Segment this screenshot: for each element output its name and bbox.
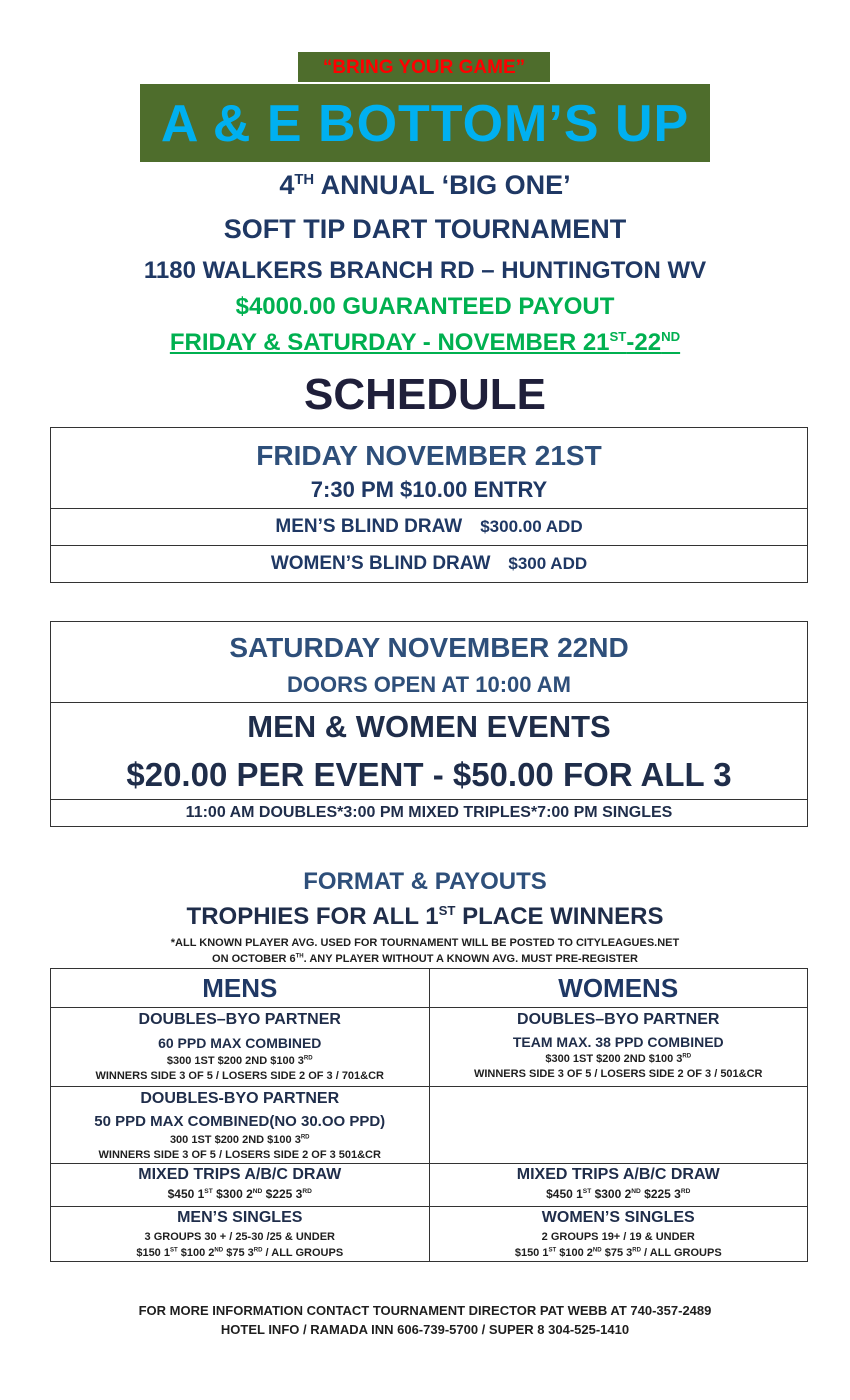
event-title-banner: A & E BOTTOM’S UP bbox=[140, 84, 710, 162]
mens-singles-s3: RD bbox=[253, 1247, 263, 1254]
annual-text: ANNUAL ‘BIG ONE’ bbox=[314, 170, 571, 200]
mens-singles-s2: ND bbox=[214, 1247, 224, 1254]
note-sup: TH bbox=[295, 953, 304, 960]
womens-doubles-1-prize-text: $300 1ST $200 2ND $100 3 bbox=[545, 1053, 683, 1065]
womens-singles-title: WOMEN’S SINGLES bbox=[541, 1209, 695, 1226]
womens-blind-draw-label: WOMEN’S BLIND DRAW bbox=[270, 553, 491, 574]
mens-doubles-1-prize-sup: RD bbox=[303, 1055, 313, 1062]
womens-trips-prize bbox=[430, 1186, 808, 1203]
friday-header-cell bbox=[51, 428, 808, 509]
mens-doubles-2-prize bbox=[51, 1133, 429, 1148]
mens-trips-cell bbox=[51, 1164, 430, 1207]
mens-trips-p2: $300 2 bbox=[212, 1187, 253, 1201]
mens-doubles-2-sub: 50 PPD MAX COMBINED(NO 30.OO PPD) bbox=[94, 1113, 386, 1130]
mens-blind-draw-add: $300.00 ADD bbox=[480, 517, 583, 536]
note-text-b: . ANY PLAYER WITHOUT A KNOWN AVG. MUST PRE-REGISTER bbox=[303, 953, 638, 965]
womens-singles-cell bbox=[429, 1207, 808, 1262]
womens-singles-p2: $100 2 bbox=[556, 1247, 593, 1259]
womens-column-header: WOMENS bbox=[429, 969, 808, 1008]
mens-trips-s3: RD bbox=[302, 1188, 312, 1195]
mens-singles-title: MEN’S SINGLES bbox=[177, 1209, 303, 1226]
schedule-heading: SCHEDULE bbox=[303, 370, 547, 419]
womens-trips-p1: $450 1 bbox=[546, 1187, 583, 1201]
payouts-table bbox=[50, 968, 808, 1262]
friday-entry: 7:30 PM $10.00 ENTRY bbox=[310, 477, 548, 502]
womens-doubles-1-prize bbox=[430, 1052, 808, 1067]
mens-blind-draw-label: MEN’S BLIND DRAW bbox=[275, 516, 463, 537]
format-heading: FORMAT & PAYOUTS bbox=[303, 868, 547, 895]
saturday-title: SATURDAY NOVEMBER 22ND bbox=[229, 632, 629, 663]
mens-singles-p4: / ALL GROUPS bbox=[262, 1247, 344, 1259]
womens-blind-draw-add: $300 ADD bbox=[508, 554, 588, 573]
mens-doubles-1-cell bbox=[51, 1008, 430, 1087]
trophies-text-b: PLACE WINNERS bbox=[455, 903, 664, 930]
womens-singles-s1: ST bbox=[548, 1247, 557, 1254]
womens-trips-s1: ST bbox=[582, 1188, 592, 1195]
womens-doubles-1-title: DOUBLES–BYO PARTNER bbox=[517, 1011, 720, 1028]
mens-singles-p2: $100 2 bbox=[177, 1247, 215, 1259]
saturday-header-cell bbox=[51, 622, 808, 703]
mens-trips-prize bbox=[51, 1186, 429, 1203]
mens-singles-s1: ST bbox=[169, 1247, 178, 1254]
men-women-events: MEN & WOMEN EVENTS bbox=[247, 709, 611, 744]
womens-trips-p2: $300 2 bbox=[591, 1187, 632, 1201]
avg-note-line-1: *ALL KNOWN PLAYER AVG. USED FOR TOURNAMENT WILL BE POSTED TO CITYLEAGUES.NET bbox=[170, 937, 680, 949]
mens-column-header: MENS bbox=[51, 969, 430, 1008]
venue-address: 1180 WALKERS BRANCH RD – HUNTINGTON WV bbox=[143, 257, 707, 284]
dates-text-b: -22 bbox=[626, 329, 662, 356]
annual-line bbox=[0, 170, 850, 201]
mens-singles-p3: $75 3 bbox=[223, 1247, 254, 1259]
mens-singles-prize bbox=[51, 1245, 429, 1261]
womens-trips-title: MIXED TRIPS A/B/C DRAW bbox=[516, 1166, 720, 1183]
mens-trips-s1: ST bbox=[204, 1188, 213, 1195]
trophies-text-a: TROPHIES FOR ALL 1 bbox=[186, 903, 439, 930]
event-times: 11:00 AM DOUBLES*3:00 PM MIXED TRIPLES*7:00 PM SINGLES bbox=[51, 800, 808, 827]
mens-doubles-2-cell bbox=[51, 1087, 430, 1164]
mens-trips-title: MIXED TRIPS A/B/C DRAW bbox=[138, 1166, 342, 1183]
womens-trips-s3: RD bbox=[680, 1188, 691, 1195]
mens-singles-p1: $150 1 bbox=[136, 1247, 170, 1259]
mens-doubles-1-title: DOUBLES–BYO PARTNER bbox=[138, 1011, 341, 1028]
mens-doubles-2-rules: WINNERS SIDE 3 OF 5 / LOSERS SIDE 2 OF 3 501&CR bbox=[98, 1149, 381, 1161]
mens-doubles-1-rules: WINNERS SIDE 3 OF 5 / LOSERS SIDE 2 OF 3 / 701&CR bbox=[95, 1070, 384, 1082]
mens-doubles-2-title: DOUBLES-BYO PARTNER bbox=[140, 1090, 340, 1107]
mens-singles-groups: 3 GROUPS 30 + / 25-30 /25 & UNDER bbox=[144, 1231, 335, 1243]
womens-blind-draw-row bbox=[51, 546, 808, 583]
mens-singles-cell bbox=[51, 1207, 430, 1262]
womens-doubles-1-rules: WINNERS SIDE 3 OF 5 / LOSERS SIDE 2 OF 3 / 501&CR bbox=[473, 1068, 763, 1080]
avg-note-line-2 bbox=[0, 953, 850, 965]
footer-hotel-line: HOTEL INFO / RAMADA INN 606-739-5700 / SUPER 8 304-525-1410 bbox=[220, 1322, 630, 1337]
mens-doubles-1-sub: 60 PPD MAX COMBINED bbox=[158, 1035, 322, 1051]
friday-schedule-table bbox=[50, 427, 808, 583]
event-name: SOFT TIP DART TOURNAMENT bbox=[223, 214, 627, 244]
womens-singles-p3: $75 3 bbox=[601, 1247, 633, 1259]
womens-doubles-1-cell bbox=[429, 1008, 808, 1087]
event-pricing: $20.00 PER EVENT - $50.00 FOR ALL 3 bbox=[126, 756, 732, 793]
mens-doubles-2-prize-sup: RD bbox=[300, 1134, 310, 1141]
dates-text-a: FRIDAY & SATURDAY - NOVEMBER 21 bbox=[169, 329, 610, 356]
guaranteed-payout: $4000.00 GUARANTEED PAYOUT bbox=[235, 293, 615, 320]
mens-doubles-1-prize bbox=[51, 1054, 429, 1069]
event-dates bbox=[0, 329, 850, 357]
doors-open: DOORS OPEN AT 10:00 AM bbox=[286, 672, 571, 697]
events-price-cell bbox=[51, 703, 808, 800]
womens-singles-p4: / ALL GROUPS bbox=[640, 1247, 722, 1259]
mens-trips-s2: ND bbox=[252, 1188, 263, 1195]
dates-sup-1: ST bbox=[609, 329, 627, 344]
friday-title: FRIDAY NOVEMBER 21ST bbox=[256, 440, 602, 471]
note-text-a: ON OCTOBER 6 bbox=[212, 953, 296, 965]
mens-doubles-1-prize-text: $300 1ST $200 2ND $100 3 bbox=[166, 1055, 304, 1067]
annual-suffix: TH bbox=[294, 172, 315, 188]
womens-singles-groups: 2 GROUPS 19+ / 19 & UNDER bbox=[541, 1231, 695, 1243]
womens-singles-prize bbox=[430, 1245, 808, 1261]
womens-singles-s2: ND bbox=[592, 1247, 602, 1254]
mens-blind-draw-row bbox=[51, 509, 808, 546]
dates-sup-2: ND bbox=[661, 329, 681, 344]
mens-trips-p3: $225 3 bbox=[262, 1187, 303, 1201]
trophies-line bbox=[0, 903, 850, 931]
womens-singles-p1: $150 1 bbox=[514, 1247, 549, 1259]
tagline-banner: “BRING YOUR GAME” bbox=[298, 52, 550, 82]
womens-doubles-1-sub: TEAM MAX. 38 PPD COMBINED bbox=[512, 1034, 724, 1050]
womens-singles-s3: RD bbox=[632, 1247, 641, 1254]
trophies-sup: ST bbox=[438, 903, 456, 918]
mens-doubles-2-prize-text: 300 1ST $200 2ND $100 3 bbox=[169, 1134, 301, 1146]
footer-contact-line: FOR MORE INFORMATION CONTACT TOURNAMENT DIRECTOR PAT WEBB AT 740-357-2489 bbox=[138, 1303, 712, 1318]
mens-trips-p1: $450 1 bbox=[167, 1187, 205, 1201]
womens-trips-s2: ND bbox=[631, 1188, 641, 1195]
womens-trips-cell bbox=[429, 1164, 808, 1207]
saturday-schedule-table bbox=[50, 621, 808, 827]
womens-doubles-1-prize-sup: RD bbox=[682, 1053, 692, 1060]
annual-number: 4 bbox=[279, 170, 295, 200]
womens-trips-p3: $225 3 bbox=[640, 1187, 681, 1201]
womens-empty-cell bbox=[429, 1087, 808, 1164]
